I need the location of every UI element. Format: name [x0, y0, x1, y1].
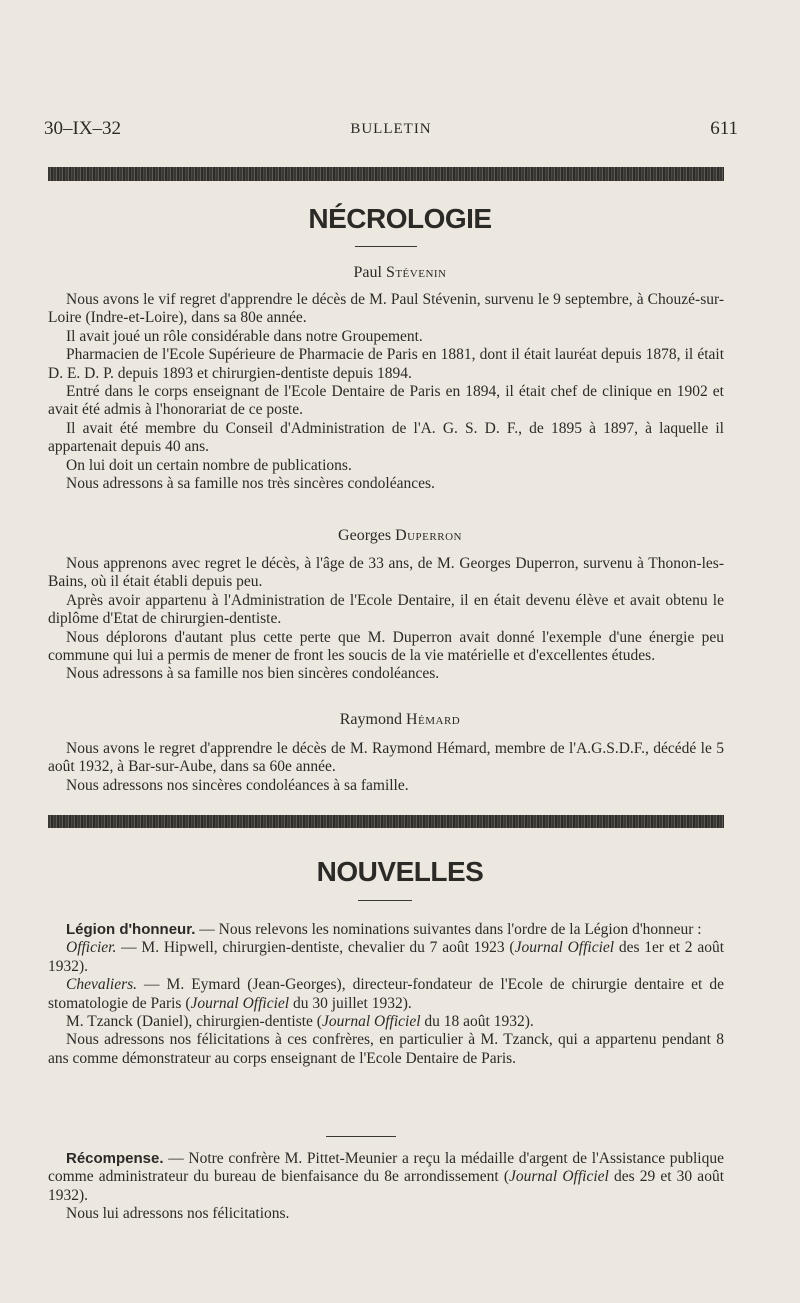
obituary-text	[48, 740, 724, 795]
paragraph: Chevaliers. — M. Eymard (Jean-Georges), directeur-fondateur de l'Ecole de chirurgie dentaire et de stomatologie de Paris (Journal Officiel du 30 juillet 1932).	[48, 976, 724, 1012]
paragraph: Il avait été membre du Conseil d'Administration de l'A. G. S. D. F., de 1895 à 1897, à laquelle il appartenait depuis 40 ans.	[48, 419, 724, 456]
divider	[358, 900, 412, 901]
divider	[355, 246, 417, 247]
paragraph: Nous adressons nos sincères condoléances à sa famille.	[66, 776, 409, 794]
paragraph: Légion d'honneur. — Nous relevons les nominations suivantes dans l'ordre de la Légion d'honneur :	[66, 921, 702, 938]
paragraph: Récompense. — Notre confrère M. Pittet-Meunier a reçu la médaille d'argent de l'Assistance publique comme administrateur du bureau de bienfaisance du 8e arrondissement (Journal Officiel des 29 et 30 août 1932).	[48, 1150, 724, 1204]
publication-title: BULLETIN	[350, 121, 432, 137]
paragraph: Officier. — M. Hipwell, chirurgien-dentiste, chevalier du 7 août 1923 (Journal Officiel des 1er et 2 août 1932).	[48, 939, 725, 975]
obituary-name: Raymond Hémard	[339, 711, 461, 728]
paragraph: On lui doit un certain nombre de publications.	[66, 456, 352, 474]
issue-date: 30–IX–32	[44, 118, 122, 139]
obituary-name: Georges Duperron	[338, 527, 462, 544]
paragraph: Nous déplorons d'autant plus cette perte que M. Duperron avait donné l'exemple d'une énergie peu commune qui lui a permis de mener de front les soucis de la vie matérielle et d'excellentes études.	[48, 628, 724, 665]
paragraph: Entré dans le corps enseignant de l'Ecole Dentaire de Paris en 1894, il était chef de clinique en 1902 et avait été admis à l'honorariat de ce poste.	[48, 383, 724, 419]
running-header	[44, 118, 738, 146]
page-number: 611	[710, 118, 738, 139]
paragraph: Pharmacien de l'Ecole Supérieure de Pharmacie de Paris en 1881, dont il était lauréat depuis 1878, il était D. E. D. P. depuis 1893 et chirurgien-dentiste depuis 1894.	[48, 346, 724, 382]
news-legion-honneur	[48, 921, 724, 1068]
obituary-name: Paul Stévenin	[353, 264, 447, 281]
paragraph: Il avait joué un rôle considérable dans notre Groupement.	[66, 327, 423, 345]
ornamental-band	[48, 815, 724, 828]
obituary-text	[48, 291, 724, 493]
paragraph: Nous lui adressons nos félicitations.	[66, 1205, 290, 1223]
paragraph: Nous adressons à sa famille nos très sincères condoléances.	[66, 475, 435, 493]
paragraph: Nous adressons à sa famille nos bien sincères condoléances.	[66, 665, 440, 683]
paragraph: Nous avons le regret d'apprendre le décès de M. Raymond Hémard, membre de l'A.G.S.D.F., décédé le 5 août 1932, à Bar-sur-Aube, dans sa 60e année.	[48, 740, 724, 776]
paragraph: M. Tzanck (Daniel), chirurgien-dentiste (Journal Officiel du 18 août 1932).	[66, 1013, 534, 1031]
news-recompense	[48, 1150, 724, 1224]
obituary-text	[48, 555, 724, 684]
section-heading-nouvelles: NOUVELLES	[316, 856, 484, 887]
paragraph: Nous avons le vif regret d'apprendre le décès de M. Paul Stévenin, survenu le 9 septembre, à Chouzé-sur-Loire (Indre-et-Loire), dans sa 80e année.	[48, 291, 724, 327]
paragraph: Nous apprenons avec regret le décès, à l'âge de 33 ans, de M. Georges Duperron, survenu à Thonon-les-Bains, où il était établi depuis peu.	[48, 555, 724, 591]
paragraph: Nous adressons nos félicitations à ces confrères, en particulier à M. Tzanck, qui a appartenu pendant 8 ans comme démonstrateur au corps enseignant de l'Ecole Dentaire de Paris.	[48, 1031, 724, 1067]
divider	[326, 1136, 396, 1137]
paragraph: Après avoir appartenu à l'Administration de l'Ecole Dentaire, il en était devenu élève et avait obtenu le diplôme d'Etat de chirurgien-dentiste.	[48, 591, 724, 628]
ornamental-band	[48, 167, 724, 181]
section-heading-necrologie: NÉCROLOGIE	[308, 203, 492, 234]
